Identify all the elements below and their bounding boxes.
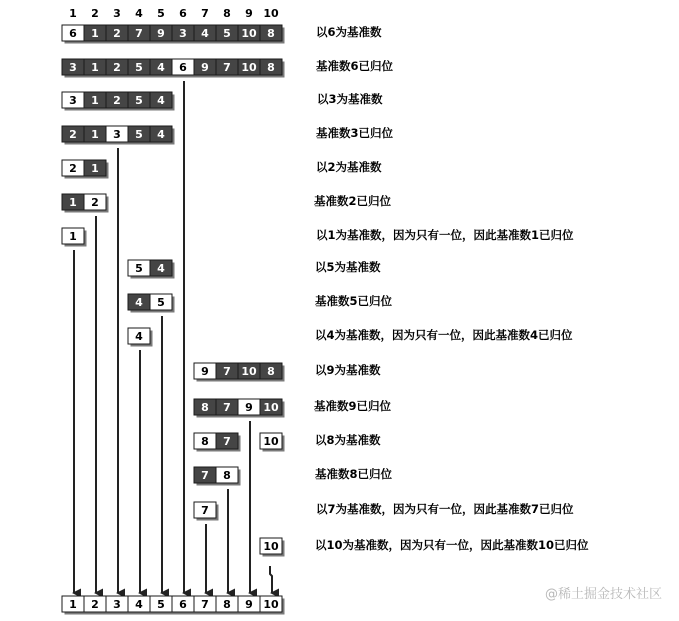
cell-value: 6 — [179, 598, 187, 611]
array-cell — [238, 25, 263, 44]
array-cell — [150, 294, 175, 313]
final-cell — [128, 596, 153, 615]
column-index: 1 — [69, 7, 77, 20]
cell-value: 10 — [241, 365, 257, 378]
cell-value: 8 — [223, 598, 231, 611]
column-index: 5 — [157, 7, 165, 20]
step-caption: 以4为基准数，因为只有一位，因此基准数4已归位 — [315, 328, 573, 342]
cell-value: 5 — [135, 262, 143, 275]
step-row — [128, 260, 175, 279]
cell-value: 7 — [201, 598, 209, 611]
step-row — [194, 467, 241, 486]
array-cell — [216, 433, 241, 452]
cell-value: 7 — [223, 401, 231, 414]
final-cell — [62, 596, 87, 615]
array-cell — [172, 59, 197, 78]
cell-value: 4 — [157, 128, 165, 141]
array-cell — [216, 467, 241, 486]
array-cell — [150, 59, 175, 78]
cell-value: 2 — [91, 598, 99, 611]
column-index: 3 — [113, 7, 121, 20]
column-index: 9 — [245, 7, 253, 20]
cell-value: 9 — [245, 401, 253, 414]
array-cell — [106, 25, 131, 44]
step-row — [62, 160, 109, 179]
final-cell — [260, 596, 285, 615]
cell-value: 2 — [113, 61, 121, 74]
cell-value: 9 — [245, 598, 253, 611]
array-cell — [260, 363, 285, 382]
arrows-layer — [74, 81, 272, 593]
array-cell — [194, 25, 219, 44]
step-row — [62, 126, 175, 145]
array-cell — [194, 467, 219, 486]
column-index: 8 — [223, 7, 231, 20]
cell-value: 3 — [113, 128, 121, 141]
cell-value: 9 — [201, 61, 209, 74]
step-caption: 以7为基准数，因为只有一位，因此基准数7已归位 — [316, 502, 574, 516]
column-index: 7 — [201, 7, 209, 20]
cell-value: 1 — [91, 94, 99, 107]
array-cell — [62, 126, 87, 145]
cell-value: 8 — [267, 27, 275, 40]
array-cell — [128, 328, 153, 347]
final-cell — [106, 596, 131, 615]
cell-value: 8 — [267, 61, 275, 74]
cell-value: 7 — [223, 365, 231, 378]
cell-value: 6 — [69, 27, 77, 40]
cell-value: 8 — [267, 365, 275, 378]
step-caption: 以8为基准数 — [315, 433, 381, 447]
step-row — [62, 228, 87, 247]
step-row — [62, 92, 175, 111]
step-caption: 以6为基准数 — [316, 25, 382, 39]
cell-value: 1 — [91, 27, 99, 40]
array-cell — [128, 59, 153, 78]
cell-value: 9 — [201, 365, 209, 378]
column-index: 4 — [135, 7, 143, 20]
cell-value: 1 — [69, 598, 77, 611]
cell-value: 7 — [135, 27, 143, 40]
final-cell — [238, 596, 263, 615]
cell-value: 7 — [223, 435, 231, 448]
array-cell — [150, 25, 175, 44]
cell-value: 10 — [241, 61, 257, 74]
array-cell — [62, 194, 87, 213]
cell-value: 4 — [157, 94, 165, 107]
step-caption: 以1为基准数，因为只有一位，因此基准数1已归位 — [316, 228, 574, 242]
array-cell — [260, 433, 285, 452]
array-cell — [260, 538, 285, 557]
array-cell — [194, 399, 219, 418]
step-caption: 基准数2已归位 — [314, 194, 392, 208]
array-cell — [106, 126, 131, 145]
step-caption: 基准数3已归位 — [316, 126, 394, 140]
final-cell — [216, 596, 241, 615]
cell-value: 1 — [91, 128, 99, 141]
array-cell — [216, 399, 241, 418]
array-cell — [216, 25, 241, 44]
array-cell — [128, 25, 153, 44]
step-caption: 基准数9已归位 — [314, 399, 392, 413]
array-cell — [150, 92, 175, 111]
array-cell — [62, 59, 87, 78]
column-index: 10 — [263, 7, 279, 20]
column-index-labels — [69, 7, 279, 20]
cell-value: 4 — [157, 262, 165, 275]
step-row — [62, 194, 109, 213]
array-cell — [128, 92, 153, 111]
step-caption: 以2为基准数 — [316, 160, 382, 174]
cell-value: 2 — [69, 128, 77, 141]
step-row — [128, 294, 175, 313]
cell-value: 3 — [113, 598, 121, 611]
array-cell — [194, 59, 219, 78]
array-cell — [260, 25, 285, 44]
cell-value: 5 — [223, 27, 231, 40]
array-cell — [238, 363, 263, 382]
cell-value: 4 — [135, 296, 143, 309]
cell-value: 10 — [263, 401, 279, 414]
step-row — [194, 363, 285, 382]
array-cell — [62, 160, 87, 179]
cell-value: 8 — [201, 435, 209, 448]
step-caption: 以9为基准数 — [315, 363, 381, 377]
step-caption: 以3为基准数 — [317, 92, 383, 106]
array-cell — [128, 260, 153, 279]
cell-value: 4 — [135, 598, 143, 611]
array-cell — [260, 399, 285, 418]
array-cell — [150, 260, 175, 279]
cell-value: 1 — [69, 196, 77, 209]
column-index: 2 — [91, 7, 99, 20]
cell-value: 2 — [113, 94, 121, 107]
array-cell — [194, 433, 219, 452]
cell-value: 10 — [263, 435, 279, 448]
step-caption: 基准数5已归位 — [315, 294, 393, 308]
step-caption: 基准数6已归位 — [316, 59, 394, 73]
cell-value: 3 — [69, 94, 77, 107]
cell-value: 8 — [223, 469, 231, 482]
cell-value: 7 — [201, 469, 209, 482]
final-cell — [84, 596, 109, 615]
array-cell — [106, 59, 131, 78]
cell-value: 4 — [135, 330, 143, 343]
step-caption: 以5为基准数 — [315, 260, 381, 274]
step-caption: 以10为基准数，因为只有一位，因此基准数10已归位 — [315, 538, 589, 552]
step-row — [194, 502, 219, 521]
array-cell — [194, 502, 219, 521]
array-cell — [84, 25, 109, 44]
array-cell — [62, 228, 87, 247]
array-cell — [238, 59, 263, 78]
step-row — [62, 59, 285, 78]
captions-layer — [314, 25, 589, 552]
cell-value: 2 — [69, 162, 77, 175]
cell-value: 2 — [113, 27, 121, 40]
array-cell — [128, 294, 153, 313]
array-cell — [62, 92, 87, 111]
array-cell — [62, 25, 87, 44]
final-cell — [172, 596, 197, 615]
cell-value: 5 — [135, 61, 143, 74]
cell-value: 10 — [263, 598, 279, 611]
cell-value: 5 — [157, 598, 165, 611]
cell-value: 2 — [91, 196, 99, 209]
array-cell — [216, 363, 241, 382]
array-cell — [84, 194, 109, 213]
step-row — [128, 328, 153, 347]
cell-value: 8 — [201, 401, 209, 414]
step-row — [194, 399, 285, 418]
cell-value: 10 — [241, 27, 257, 40]
array-cell — [150, 126, 175, 145]
cell-value: 1 — [91, 61, 99, 74]
cell-value: 9 — [157, 27, 165, 40]
array-cell — [260, 59, 285, 78]
array-cell — [84, 126, 109, 145]
cell-value: 4 — [201, 27, 209, 40]
array-cell — [172, 25, 197, 44]
final-cell — [194, 596, 219, 615]
cell-value: 5 — [135, 128, 143, 141]
cell-value: 5 — [157, 296, 165, 309]
step-caption: 基准数8已归位 — [315, 467, 393, 481]
cell-value: 10 — [263, 540, 279, 553]
array-cell — [84, 92, 109, 111]
cell-value: 3 — [179, 27, 187, 40]
array-cell — [194, 363, 219, 382]
cell-value: 6 — [179, 61, 187, 74]
final-cell — [150, 596, 175, 615]
step-row — [260, 538, 285, 557]
step-row — [194, 433, 285, 452]
final-sorted-row — [62, 596, 285, 615]
cell-value: 1 — [91, 162, 99, 175]
cell-value: 1 — [69, 230, 77, 243]
array-cell — [84, 59, 109, 78]
array-cell — [84, 160, 109, 179]
step-row — [62, 25, 285, 44]
cell-value: 7 — [223, 61, 231, 74]
array-cell — [238, 399, 263, 418]
cell-value: 7 — [201, 504, 209, 517]
array-cell — [128, 126, 153, 145]
array-cell — [216, 59, 241, 78]
column-index: 6 — [179, 7, 187, 20]
array-cell — [106, 92, 131, 111]
column-arrow — [270, 566, 272, 593]
cell-value: 4 — [157, 61, 165, 74]
cell-value: 5 — [135, 94, 143, 107]
watermark-text: @稀土掘金技术社区 — [544, 587, 662, 602]
cell-value: 3 — [69, 61, 77, 74]
